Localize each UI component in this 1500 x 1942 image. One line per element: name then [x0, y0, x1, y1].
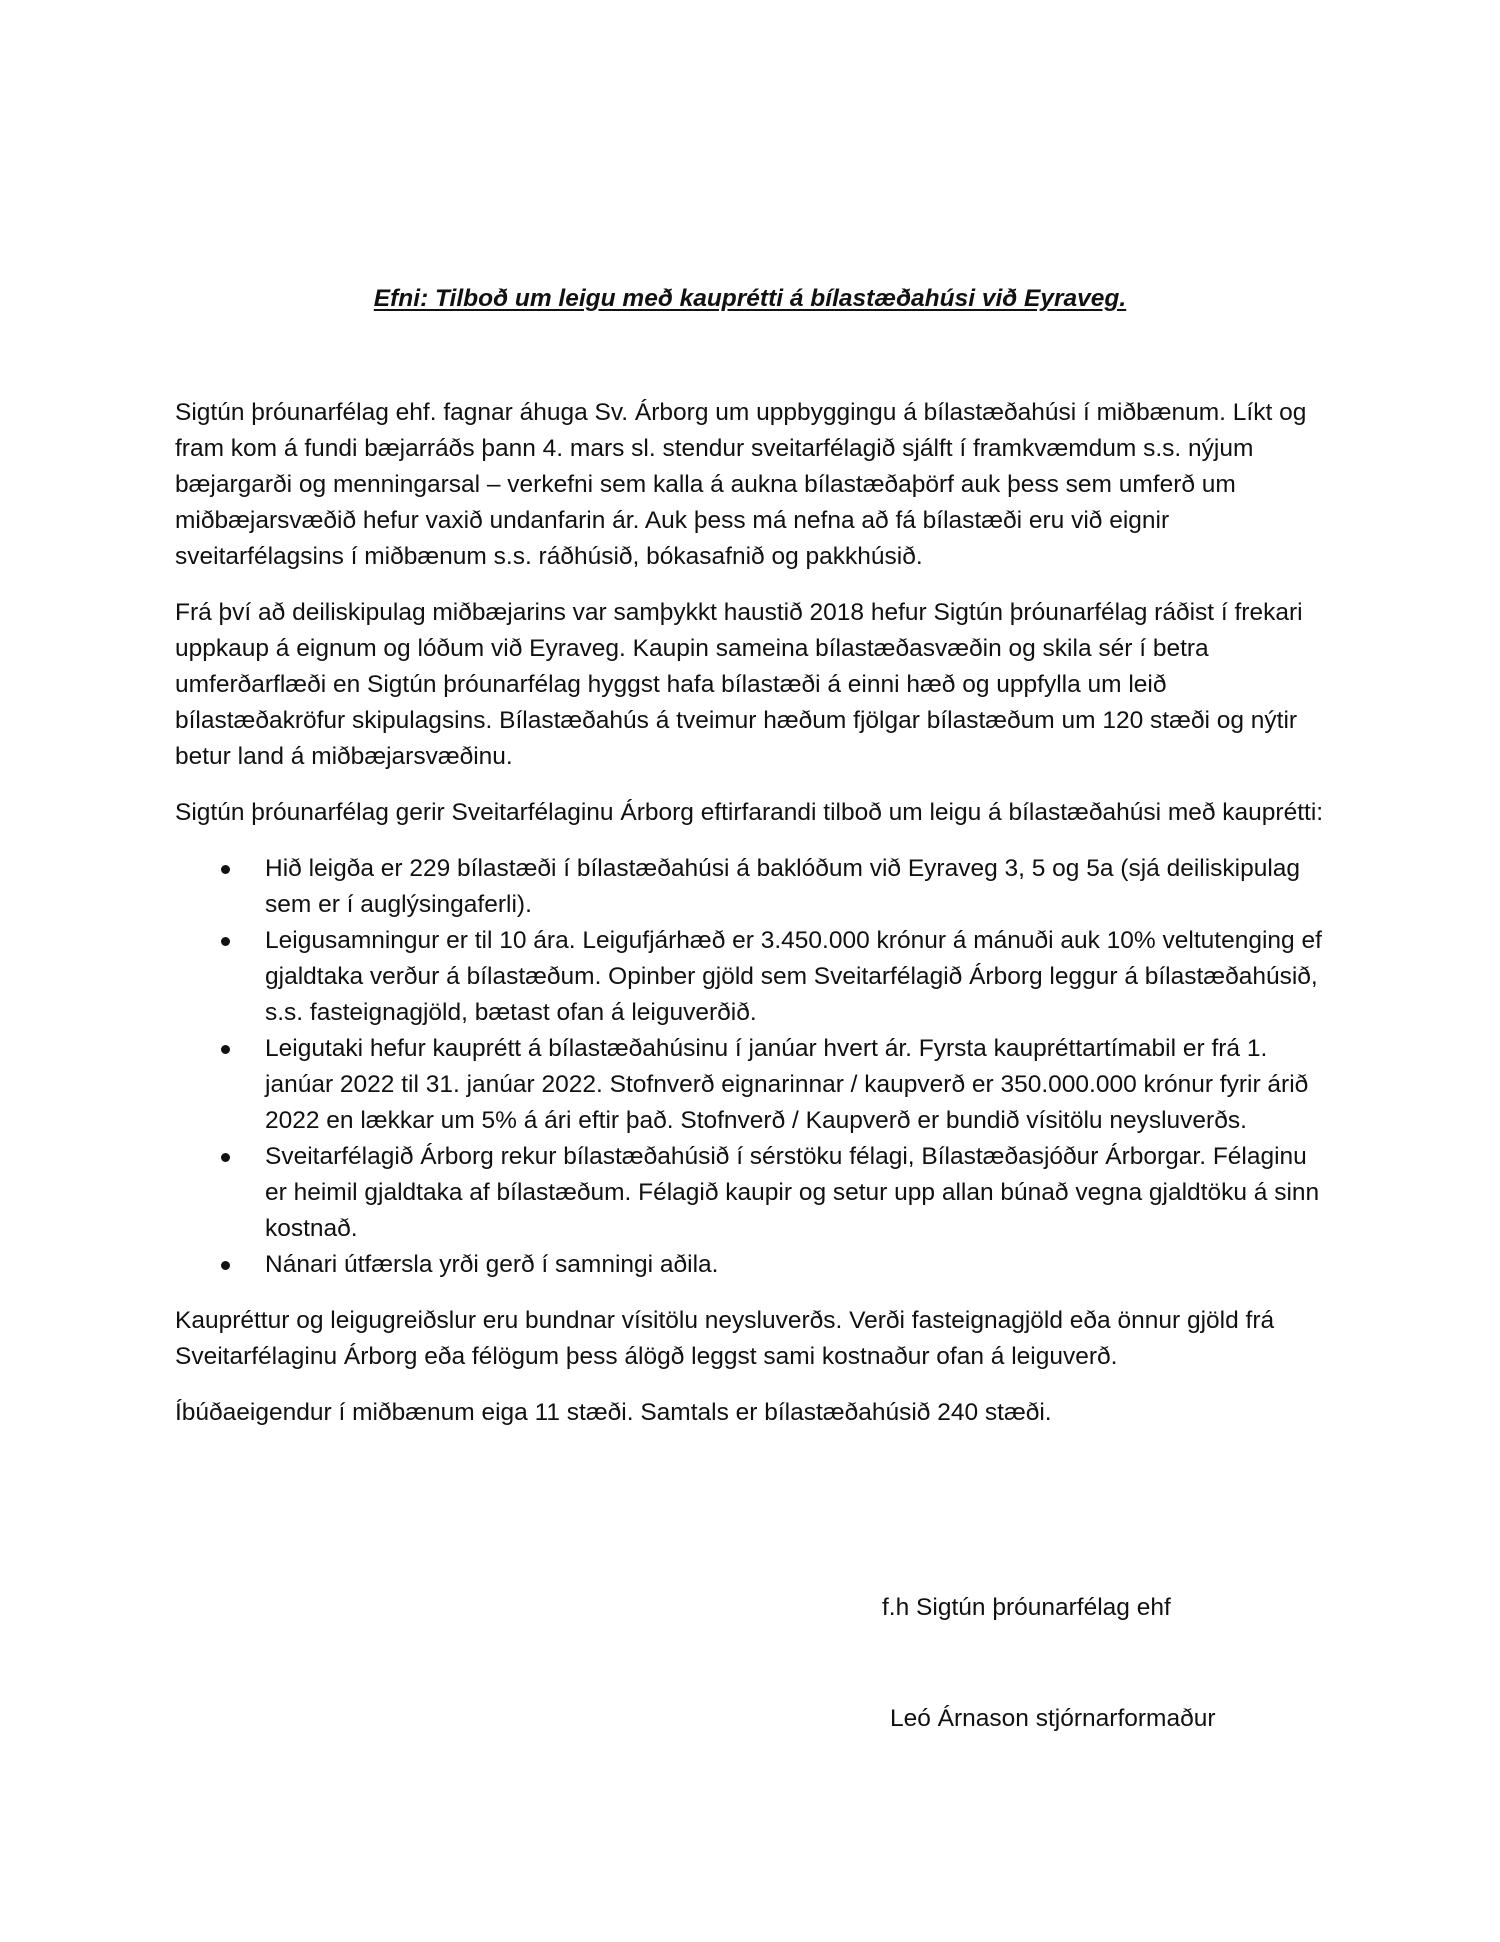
offer-terms-list — [175, 851, 1335, 1283]
list-item — [175, 851, 1335, 923]
letter-body — [175, 395, 1335, 1451]
paragraph-intro: Sigtún þróunarfélag ehf. fagnar áhuga Sv. Árborg um uppbyggingu á bílastæðahúsi í miðbænum. Líkt og fram kom á fundi bæjarráðs þann 4. mars sl. stendur sveitarfélagið sjálft í framkvæmdum s.s. nýjum bæjargarði og menningarsal – verkefni sem kalla á aukna bílastæðaþörf auk þess sem umferð um miðbæjarsvæðið hefur vaxið undanfarin ár. Auk þess má nefna að fá bílastæði eru við eignir sveitarfélagsins í miðbænum s.s. ráðhúsið, bókasafnið og pakkhúsið. — [175, 399, 1307, 570]
bullet-icon — [221, 937, 230, 946]
bullet-icon — [221, 865, 230, 874]
list-item — [175, 1031, 1335, 1139]
signature-name: Leó Árnason stjórnarformaður — [890, 1705, 1216, 1732]
list-item-text: Nánari útfærsla yrði gerð í samningi aðila. — [265, 1251, 719, 1278]
list-item-text: Leigutaki hefur kauprétt á bílastæðahúsinu í janúar hvert ár. Fyrsta kaupréttartímabil er frá 1. janúar 2022 til 31. janúar 2022. Stofnverð eignarinnar / kaupverð er 350.000.000 krónur fyrir árið 2022 en lækkar um 5% á ári eftir það. Stofnverð / Kaupverð er bundið vísitölu neysluverðs. — [265, 1035, 1309, 1134]
list-item-text: Sveitarfélagið Árborg rekur bílastæðahúsið í sérstöku félagi, Bílastæðasjóður Árborgar. Félaginu er heimil gjaldtaka af bílastæðum. Félagið kaupir og setur upp allan búnað vegna gjaldtöku á sinn kostnað. — [265, 1143, 1320, 1242]
paragraph-indexation: Kaupréttur og leigugreiðslur eru bundnar vísitölu neysluverðs. Verði fasteignagjöld eða önnur gjöld frá Sveitarfélaginu Árborg eða félögum þess álögð leggst sami kostnaður ofan á leiguverð. — [175, 1307, 1275, 1370]
signature-on-behalf: f.h Sigtún þróunarfélag ehf — [882, 1594, 1171, 1621]
paragraph-resident-spaces: Íbúðaeigendur í miðbænum eiga 11 stæði. Samtals er bílastæðahúsið 240 stæði. — [175, 1399, 1052, 1426]
paragraph-offer-intro: Sigtún þróunarfélag gerir Sveitarfélaginu Árborg eftirfarandi tilboð um leigu á bílastæðahúsi með kauprétti: — [175, 799, 1324, 826]
bullet-icon — [221, 1261, 230, 1270]
bullet-icon — [221, 1045, 230, 1054]
bullet-icon — [221, 1153, 230, 1162]
list-item-text: Hið leigða er 229 bílastæði í bílastæðahúsi á baklóðum við Eyraveg 3, 5 og 5a (sjá deiliskipulag sem er í auglýsingaferli). — [265, 855, 1301, 918]
list-item — [175, 1139, 1335, 1247]
document-title: Efni: Tilboð um leigu með kauprétti á bílastæðahúsi við Eyraveg. — [373, 285, 1127, 312]
list-item-text: Leigusamningur er til 10 ára. Leigufjárhæð er 3.450.000 krónur á mánuði auk 10% veltutenging ef gjaldtaka verður á bílastæðum. Opinber gjöld sem Sveitarfélagið Árborg leggur á bílastæðahúsið, s.s. fasteignagjöld, bætast ofan á leiguverðið. — [265, 927, 1322, 1026]
list-item — [175, 923, 1335, 1031]
paragraph-background: Frá því að deiliskipulag miðbæjarins var samþykkt haustið 2018 hefur Sigtún þróunarfélag ráðist í frekari uppkaup á eignum og lóðum við Eyraveg. Kaupin sameina bílastæðasvæðin og skila sér í betra umferðarflæði en Sigtún þróunarfélag hyggst hafa bílastæði á einni hæð og uppfylla um leið bílastæðakröfur skipulagsins. Bílastæðahús á tveimur hæðum fjölgar bílastæðum um 120 stæði og nýtir betur land á miðbæjarsvæðinu. — [175, 599, 1303, 770]
list-item — [175, 1247, 1335, 1283]
